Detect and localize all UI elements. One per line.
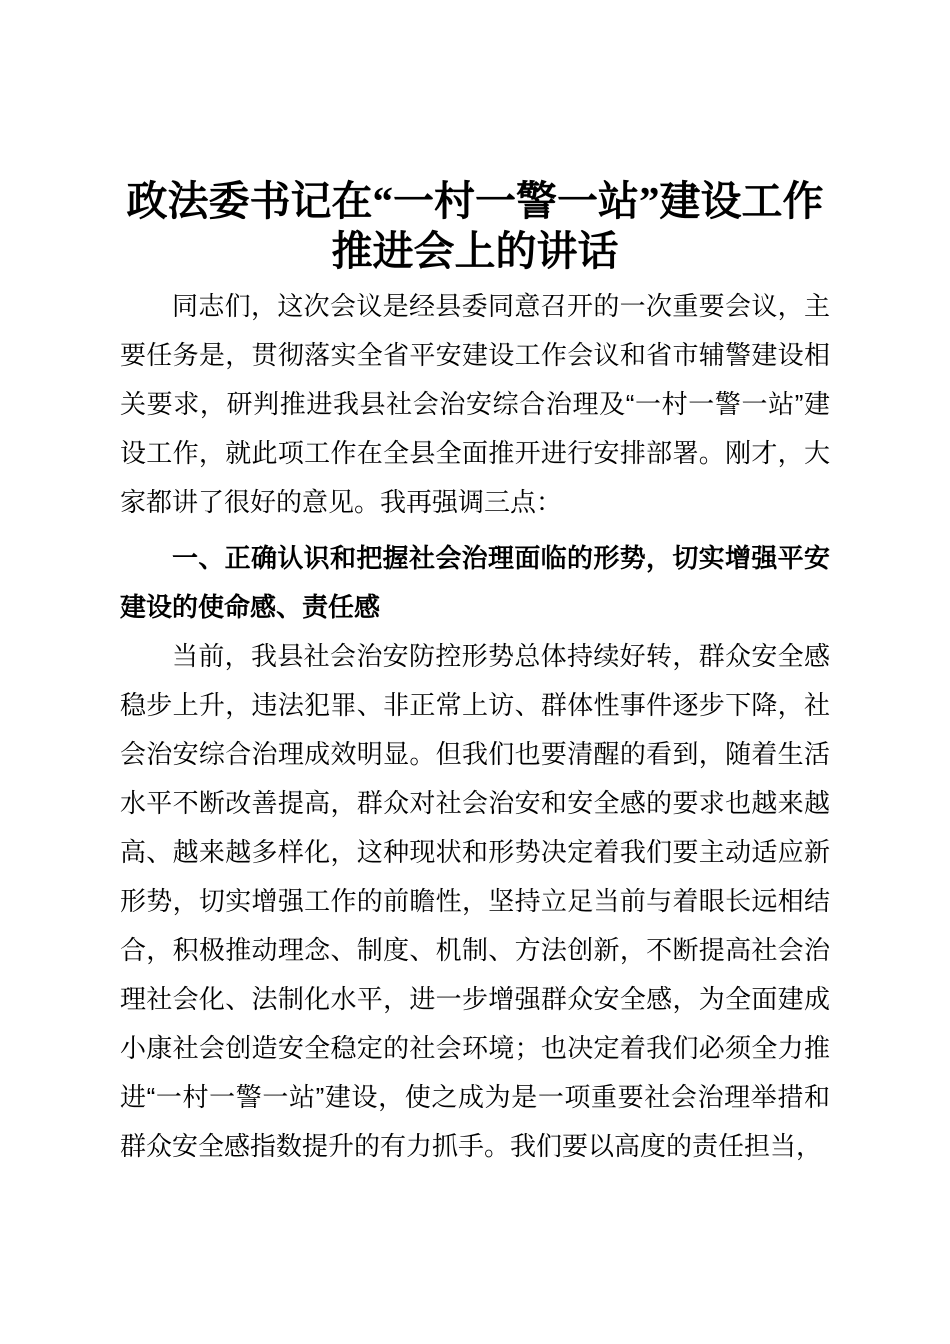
paragraph-section-1-body: 当前，我县社会治安防控形势总体持续好转，群众安全感稳步上升，违法犯罪、非正常上访、群体性事件逐步下降，社会治安综合治理成效明显。但我们也要清醒的看到，随着生活水平不断改善提高，群众对社会治安和安全感的要求也越来越高、越来越多样化，这种现状和形势决定着我们要主动适应新形势，切实增强工作的前瞻性，坚持立足当前与着眼长远相结合，积极推动理念、制度、机制、方法创新，不断提高社会治理社会化、法制化水平，进一步增强群众安全感，为全面建成小康社会创造安全稳定的社会环境；也决定着我们必须全力推进“一村一警一站”建设，使之成为是一项重要社会治理举措和群众安全感指数提升的有力抓手。我们要以高度的责任担当，	[120, 641, 830, 1161]
paragraph-intro: 同志们，这次会议是经县委同意召开的一次重要会议，主要任务是，贯彻落实全省平安建设工作会议和省市辅警建设相关要求，研判推进我县社会治安综合治理及“一村一警一站”建设工作，就此项工作在全县全面推开进行安排部署。刚才，大家都讲了很好的意见。我再强调三点：	[120, 291, 830, 517]
document-title: 政法委书记在“一村一警一站”建设工作推进会上的讲话	[126, 178, 824, 274]
document-content	[120, 176, 830, 1171]
section-heading-1: 一、正确认识和把握社会治理面临的形势，切实增强平安建设的使命感、责任感	[120, 543, 830, 622]
